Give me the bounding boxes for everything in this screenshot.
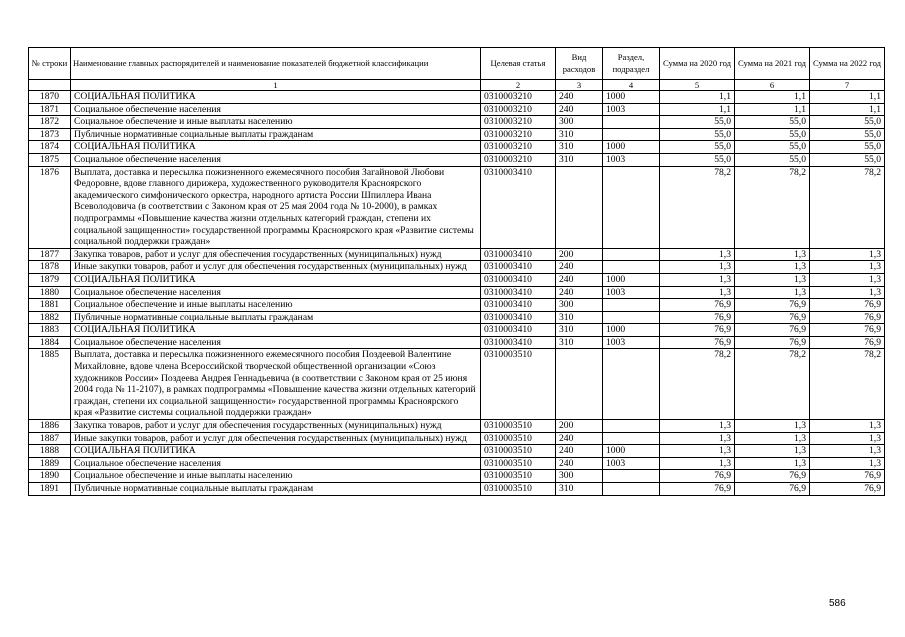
row-section: 1000 xyxy=(603,273,660,286)
row-number: 1890 xyxy=(29,470,71,483)
row-sum-2022: 76,9 xyxy=(810,299,885,312)
row-expense-type: 240 xyxy=(556,445,603,458)
row-section xyxy=(603,166,660,248)
column-number-row xyxy=(29,80,885,91)
row-sum-2022: 1,3 xyxy=(810,420,885,433)
row-expense-type xyxy=(556,166,603,248)
row-section xyxy=(603,116,660,129)
row-expense-type: 240 xyxy=(556,103,603,116)
row-target-code: 0310003410 xyxy=(481,261,556,274)
row-sum-2022: 1,3 xyxy=(810,432,885,445)
row-sum-2021: 1,3 xyxy=(735,261,810,274)
row-sum-2021: 76,9 xyxy=(735,324,810,337)
row-sum-2020: 55,0 xyxy=(660,116,735,129)
table-row xyxy=(29,103,885,116)
row-name: Выплата, доставка и пересылка пожизненного ежемесячного пособия Загайновой Любови Федоровне, вдове главного дирижера, художественного руководителя Красноярского академического симфонического оркестра, народного артиста России Шпиллера Ивана Всеволодовича (в соответствии с Законом края от 25 мая 2004 года № 10-2000), в рамках подпрограммы «Повышение качества жизни отдельных категорий граждан, степени их социальной защищенности» государственной программы Красноярского края «Развитие системы социальной поддержки граждан» xyxy=(71,166,481,248)
row-expense-type: 240 xyxy=(556,91,603,104)
row-section: 1003 xyxy=(603,103,660,116)
row-number: 1891 xyxy=(29,483,71,496)
table-row xyxy=(29,470,885,483)
row-number: 1888 xyxy=(29,445,71,458)
row-expense-type: 240 xyxy=(556,261,603,274)
row-sum-2020: 76,9 xyxy=(660,336,735,349)
header-vid: Вид расходов xyxy=(556,48,603,80)
row-sum-2020: 76,9 xyxy=(660,324,735,337)
row-sum-2020: 1,3 xyxy=(660,457,735,470)
row-number: 1889 xyxy=(29,457,71,470)
row-sum-2022: 1,3 xyxy=(810,286,885,299)
row-sum-2022: 55,0 xyxy=(810,128,885,141)
row-section xyxy=(603,261,660,274)
row-sum-2021: 1,3 xyxy=(735,286,810,299)
row-sum-2022: 76,9 xyxy=(810,470,885,483)
row-number: 1882 xyxy=(29,311,71,324)
row-expense-type: 240 xyxy=(556,286,603,299)
row-sum-2022: 76,9 xyxy=(810,336,885,349)
row-target-code: 0310003410 xyxy=(481,248,556,261)
row-sum-2020: 76,9 xyxy=(660,311,735,324)
row-section: 1003 xyxy=(603,336,660,349)
table-row xyxy=(29,273,885,286)
row-section xyxy=(603,349,660,420)
colnum-5: 5 xyxy=(660,80,735,91)
row-number: 1887 xyxy=(29,432,71,445)
colnum-6: 6 xyxy=(735,80,810,91)
row-target-code: 0310003510 xyxy=(481,349,556,420)
row-name: Иные закупки товаров, работ и услуг для обеспечения государственных (муниципальных) нужд xyxy=(71,261,481,274)
row-target-code: 0310003210 xyxy=(481,153,556,166)
header-code: Целевая статья xyxy=(481,48,556,80)
row-name: СОЦИАЛЬНАЯ ПОЛИТИКА xyxy=(71,141,481,154)
row-sum-2020: 1,3 xyxy=(660,273,735,286)
row-name: Социальное обеспечение населения xyxy=(71,153,481,166)
row-sum-2021: 76,9 xyxy=(735,483,810,496)
row-number: 1878 xyxy=(29,261,71,274)
row-expense-type: 300 xyxy=(556,470,603,483)
colnum-3: 3 xyxy=(556,80,603,91)
row-sum-2021: 78,2 xyxy=(735,349,810,420)
row-expense-type xyxy=(556,349,603,420)
row-section xyxy=(603,432,660,445)
table-row xyxy=(29,324,885,337)
row-name: Иные закупки товаров, работ и услуг для обеспечения государственных (муниципальных) нужд xyxy=(71,432,481,445)
table-row xyxy=(29,91,885,104)
row-expense-type: 310 xyxy=(556,128,603,141)
row-section: 1000 xyxy=(603,141,660,154)
row-name: Публичные нормативные социальные выплаты гражданам xyxy=(71,483,481,496)
row-number: 1877 xyxy=(29,248,71,261)
row-section: 1000 xyxy=(603,91,660,104)
row-expense-type: 310 xyxy=(556,311,603,324)
row-sum-2022: 76,9 xyxy=(810,324,885,337)
row-sum-2020: 1,1 xyxy=(660,91,735,104)
row-sum-2022: 1,3 xyxy=(810,273,885,286)
row-sum-2022: 76,9 xyxy=(810,483,885,496)
row-name: Публичные нормативные социальные выплаты гражданам xyxy=(71,128,481,141)
row-sum-2022: 1,3 xyxy=(810,261,885,274)
row-number: 1871 xyxy=(29,103,71,116)
colnum-2: 2 xyxy=(481,80,556,91)
row-sum-2020: 55,0 xyxy=(660,128,735,141)
row-target-code: 0310003510 xyxy=(481,470,556,483)
row-sum-2021: 78,2 xyxy=(735,166,810,248)
row-target-code: 0310003410 xyxy=(481,324,556,337)
row-sum-2020: 76,9 xyxy=(660,299,735,312)
row-sum-2022: 78,2 xyxy=(810,166,885,248)
row-target-code: 0310003410 xyxy=(481,299,556,312)
row-sum-2021: 76,9 xyxy=(735,311,810,324)
row-expense-type: 200 xyxy=(556,248,603,261)
header-row xyxy=(29,48,885,80)
header-sum-2021: Сумма на 2021 год xyxy=(735,48,810,80)
row-section xyxy=(603,420,660,433)
row-section: 1000 xyxy=(603,445,660,458)
row-number: 1884 xyxy=(29,336,71,349)
row-target-code: 0310003410 xyxy=(481,273,556,286)
header-sum-2022: Сумма на 2022 год xyxy=(810,48,885,80)
row-name: Социальное обеспечение населения xyxy=(71,286,481,299)
table-row xyxy=(29,299,885,312)
table-row xyxy=(29,420,885,433)
row-sum-2021: 1,1 xyxy=(735,103,810,116)
table-row xyxy=(29,153,885,166)
row-section xyxy=(603,470,660,483)
row-number: 1876 xyxy=(29,166,71,248)
row-sum-2020: 76,9 xyxy=(660,483,735,496)
header-razd: Раздел, подраздел xyxy=(603,48,660,80)
row-sum-2021: 55,0 xyxy=(735,153,810,166)
row-sum-2022: 1,3 xyxy=(810,457,885,470)
row-expense-type: 240 xyxy=(556,273,603,286)
row-sum-2020: 1,3 xyxy=(660,248,735,261)
table-body xyxy=(29,80,885,496)
row-sum-2021: 55,0 xyxy=(735,128,810,141)
row-sum-2020: 1,3 xyxy=(660,432,735,445)
row-target-code: 0310003410 xyxy=(481,336,556,349)
colnum-1: 1 xyxy=(71,80,481,91)
row-sum-2021: 1,3 xyxy=(735,248,810,261)
row-section: 1003 xyxy=(603,286,660,299)
row-expense-type: 310 xyxy=(556,483,603,496)
table-row xyxy=(29,432,885,445)
row-target-code: 0310003410 xyxy=(481,311,556,324)
row-target-code: 0310003210 xyxy=(481,141,556,154)
row-sum-2021: 1,3 xyxy=(735,457,810,470)
row-sum-2021: 55,0 xyxy=(735,141,810,154)
header-name: Наименование главных распорядителей и наименование показателей бюджетной классификации xyxy=(71,48,481,80)
row-name: Социальное обеспечение населения xyxy=(71,103,481,116)
row-sum-2022: 1,3 xyxy=(810,248,885,261)
colnum-7: 7 xyxy=(810,80,885,91)
row-number: 1875 xyxy=(29,153,71,166)
row-name: Выплата, доставка и пересылка пожизненного ежемесячного пособия Поздеевой Валентине Михайловне, вдове члена Всероссийской творческой общественной организации «Союз художников России» Поздеева Андрея Геннадьевича (в соответствии с Законом края от 25 июня 2004 года № 11-2107), в рамках подпрограммы «Повышение качества жизни отдельных категорий граждан, степени их социальной защищенности» государственной программы Красноярского края «Развитие системы социальной поддержки граждан» xyxy=(71,349,481,420)
table-row xyxy=(29,128,885,141)
row-number: 1873 xyxy=(29,128,71,141)
row-name: Публичные нормативные социальные выплаты гражданам xyxy=(71,311,481,324)
row-expense-type: 300 xyxy=(556,299,603,312)
row-section xyxy=(603,248,660,261)
row-expense-type: 200 xyxy=(556,420,603,433)
row-name: Социальное обеспечение и иные выплаты населению xyxy=(71,116,481,129)
row-expense-type: 310 xyxy=(556,324,603,337)
row-number: 1880 xyxy=(29,286,71,299)
table-row xyxy=(29,166,885,248)
row-name: Закупка товаров, работ и услуг для обеспечения государственных (муниципальных) нужд xyxy=(71,248,481,261)
row-sum-2021: 1,3 xyxy=(735,420,810,433)
row-target-code: 0310003410 xyxy=(481,286,556,299)
row-sum-2022: 1,3 xyxy=(810,445,885,458)
row-section xyxy=(603,128,660,141)
row-sum-2022: 55,0 xyxy=(810,116,885,129)
table-row xyxy=(29,311,885,324)
row-name: Социальное обеспечение населения xyxy=(71,336,481,349)
row-sum-2022: 76,9 xyxy=(810,311,885,324)
row-target-code: 0310003210 xyxy=(481,116,556,129)
row-number: 1874 xyxy=(29,141,71,154)
row-name: СОЦИАЛЬНАЯ ПОЛИТИКА xyxy=(71,273,481,286)
row-section xyxy=(603,483,660,496)
row-sum-2021: 55,0 xyxy=(735,116,810,129)
row-target-code: 0310003510 xyxy=(481,445,556,458)
row-number: 1883 xyxy=(29,324,71,337)
row-expense-type: 240 xyxy=(556,457,603,470)
row-expense-type: 310 xyxy=(556,153,603,166)
table-row xyxy=(29,286,885,299)
table-row xyxy=(29,141,885,154)
header-sum-2020: Сумма на 2020 год xyxy=(660,48,735,80)
table-row xyxy=(29,457,885,470)
row-sum-2021: 76,9 xyxy=(735,336,810,349)
colnum-4: 4 xyxy=(603,80,660,91)
row-name: СОЦИАЛЬНАЯ ПОЛИТИКА xyxy=(71,91,481,104)
row-sum-2020: 78,2 xyxy=(660,166,735,248)
table-row xyxy=(29,483,885,496)
row-section: 1003 xyxy=(603,457,660,470)
row-number: 1870 xyxy=(29,91,71,104)
row-sum-2022: 1,1 xyxy=(810,103,885,116)
row-section xyxy=(603,311,660,324)
row-name: СОЦИАЛЬНАЯ ПОЛИТИКА xyxy=(71,445,481,458)
row-sum-2022: 78,2 xyxy=(810,349,885,420)
page-number: 586 xyxy=(829,598,846,609)
row-sum-2021: 1,3 xyxy=(735,445,810,458)
table-row xyxy=(29,261,885,274)
row-sum-2021: 76,9 xyxy=(735,299,810,312)
row-target-code: 0310003510 xyxy=(481,483,556,496)
row-expense-type: 310 xyxy=(556,336,603,349)
colnum-blank xyxy=(29,80,71,91)
row-target-code: 0310003210 xyxy=(481,103,556,116)
row-sum-2020: 78,2 xyxy=(660,349,735,420)
row-number: 1879 xyxy=(29,273,71,286)
row-name: Социальное обеспечение и иные выплаты населению xyxy=(71,299,481,312)
row-sum-2020: 1,1 xyxy=(660,103,735,116)
row-target-code: 0310003510 xyxy=(481,457,556,470)
row-number: 1872 xyxy=(29,116,71,129)
row-expense-type: 240 xyxy=(556,432,603,445)
row-number: 1886 xyxy=(29,420,71,433)
row-name: Закупка товаров, работ и услуг для обеспечения государственных (муниципальных) нужд xyxy=(71,420,481,433)
row-name: Социальное обеспечение населения xyxy=(71,457,481,470)
row-section: 1000 xyxy=(603,324,660,337)
table-row xyxy=(29,336,885,349)
row-expense-type: 310 xyxy=(556,141,603,154)
row-sum-2020: 55,0 xyxy=(660,141,735,154)
row-sum-2022: 55,0 xyxy=(810,153,885,166)
row-sum-2021: 1,3 xyxy=(735,432,810,445)
row-sum-2021: 76,9 xyxy=(735,470,810,483)
row-sum-2020: 76,9 xyxy=(660,470,735,483)
row-target-code: 0310003510 xyxy=(481,432,556,445)
row-sum-2020: 1,3 xyxy=(660,445,735,458)
row-section: 1003 xyxy=(603,153,660,166)
row-target-code: 0310003510 xyxy=(481,420,556,433)
table-row xyxy=(29,349,885,420)
row-sum-2021: 1,1 xyxy=(735,91,810,104)
row-number: 1881 xyxy=(29,299,71,312)
table-row xyxy=(29,248,885,261)
row-sum-2020: 1,3 xyxy=(660,261,735,274)
table-row xyxy=(29,445,885,458)
table-row xyxy=(29,116,885,129)
row-sum-2020: 55,0 xyxy=(660,153,735,166)
row-name: Социальное обеспечение и иные выплаты населению xyxy=(71,470,481,483)
row-target-code: 0310003410 xyxy=(481,166,556,248)
row-number: 1885 xyxy=(29,349,71,420)
row-target-code: 0310003210 xyxy=(481,128,556,141)
row-sum-2022: 55,0 xyxy=(810,141,885,154)
row-sum-2021: 1,3 xyxy=(735,273,810,286)
header-row-no: № строки xyxy=(29,48,71,80)
row-target-code: 0310003210 xyxy=(481,91,556,104)
row-sum-2020: 1,3 xyxy=(660,286,735,299)
row-name: СОЦИАЛЬНАЯ ПОЛИТИКА xyxy=(71,324,481,337)
row-sum-2020: 1,3 xyxy=(660,420,735,433)
row-expense-type: 300 xyxy=(556,116,603,129)
row-sum-2022: 1,1 xyxy=(810,91,885,104)
budget-table xyxy=(28,47,885,496)
row-section xyxy=(603,299,660,312)
